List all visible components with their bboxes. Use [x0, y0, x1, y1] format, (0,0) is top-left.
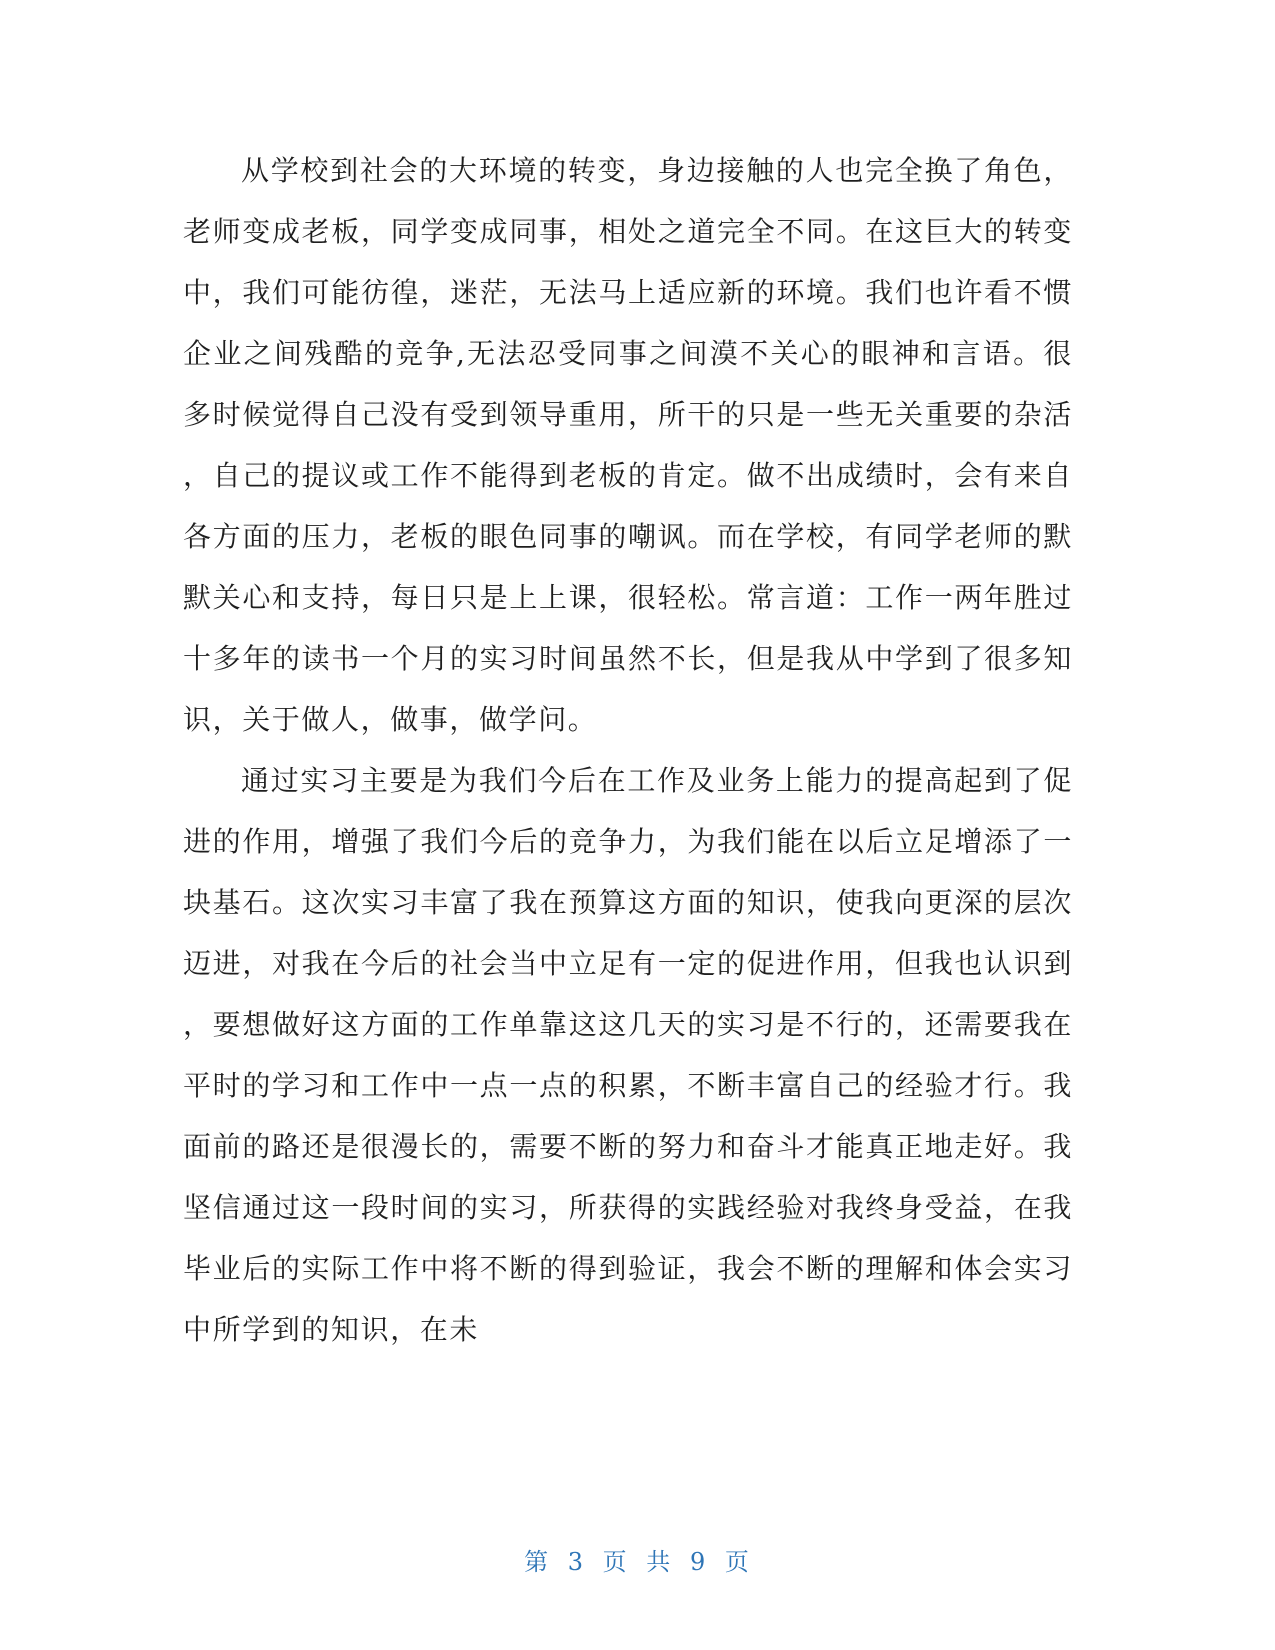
- document-body: [183, 140, 1073, 1360]
- paragraph-1: 从学校到社会的大环境的转变，身边接触的人也完全换了角色，老师变成老板，同学变成同事，相处之道完全不同。在这巨大的转变中，我们可能彷徨，迷茫，无法马上适应新的环境。我们也许看不惯企业之间残酷的竞争,无法忍受同事之间漠不关心的眼神和言语。很多时候觉得自己没有受到领导重用，所干的只是一些无关重要的杂活，自己的提议或工作不能得到老板的肯定。做不出成绩时，会有来自各方面的压力，老板的眼色同事的嘲讽。而在学校，有同学老师的默默关心和支持，每日只是上上课，很轻松。常言道：工作一两年胜过十多年的读书一个月的实习时间虽然不长，但是我从中学到了很多知识，关于做人，做事，做学问。: [183, 154, 1073, 736]
- paragraph-2: 通过实习主要是为我们今后在工作及业务上能力的提高起到了促进的作用，增强了我们今后的竞争力，为我们能在以后立足增添了一块基石。这次实习丰富了我在预算这方面的知识，使我向更深的层次迈进，对我在今后的社会当中立足有一定的促进作用，但我也认识到，要想做好这方面的工作单靠这这几天的实习是不行的，还需要我在平时的学习和工作中一点一点的积累，不断丰富自己的经验才行。我面前的路还是很漫长的，需要不断的努力和奋斗才能真正地走好。我坚信通过这一段时间的实习，所获得的实践经验对我终身受益，在我毕业后的实际工作中将不断的得到验证，我会不断的理解和体会实习中所学到的知识，在未: [183, 764, 1073, 1346]
- page-number-footer: 第 3 页 共 9 页: [524, 1548, 751, 1576]
